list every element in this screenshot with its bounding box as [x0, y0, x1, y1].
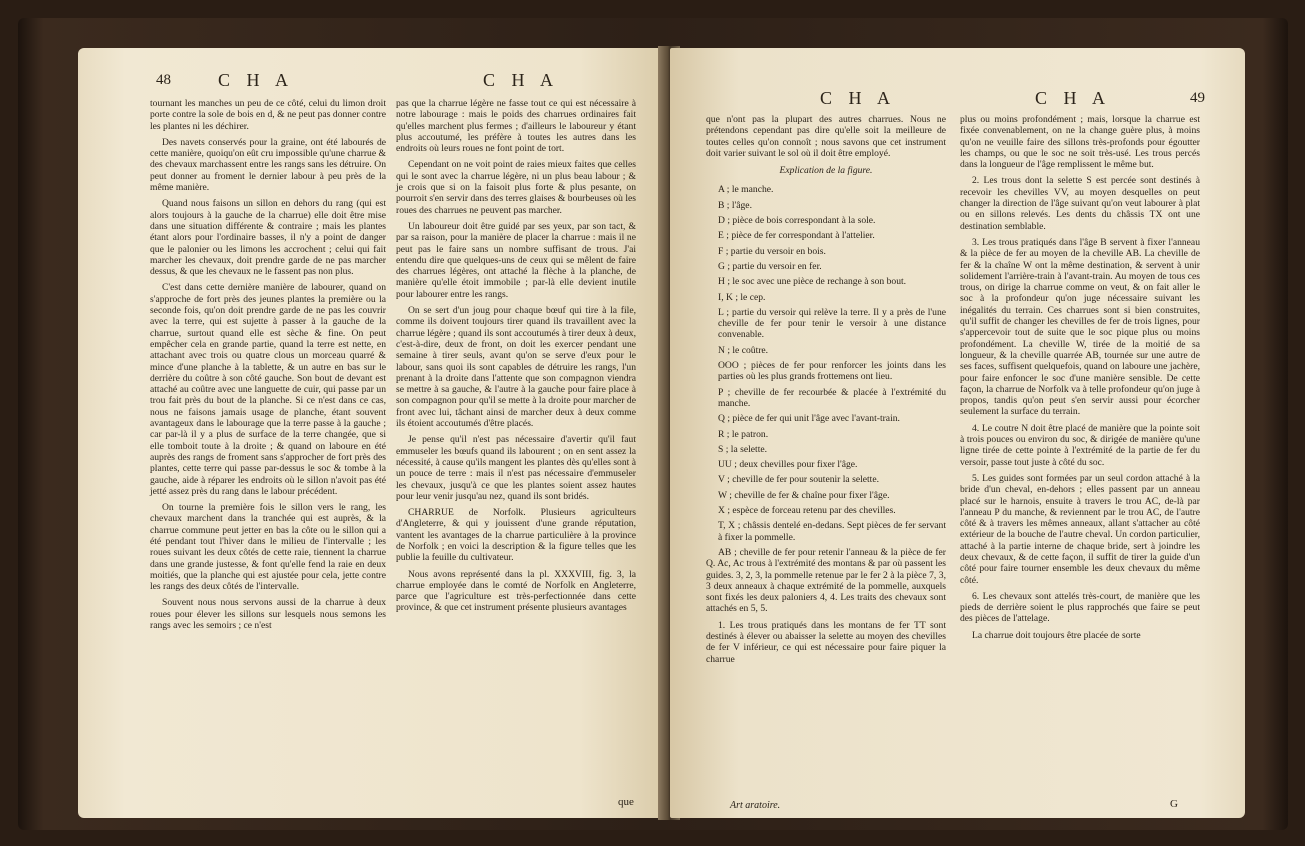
- running-head: C H A: [483, 70, 560, 90]
- paragraph: pas que la charrue légère ne fasse tout ce qui est nécessaire à notre labourage : mais le poids des charrues ordinaires fait qu'elles marchent plus fermes ; d'ailleurs le laboureur y étant plus accoutumé, les préfère à toutes les autres dans les endroits où leurs roues ne font point de tort.: [396, 98, 636, 155]
- text-column-2: [396, 98, 636, 619]
- page-number: 48: [156, 72, 171, 88]
- paragraph: Je pense qu'il n'est pas nécessaire d'avertir qu'il faut emmuseler les bœufs quand ils labourent ; on en sent assez la nécessité, à cause qu'ils mangent les plantes dès qu'elles sont à un pouce de terre : mais il n'est pas nécessaire d'emmuseler les chevaux, jusqu'à ce que les plantes soient assez hautes pour leur venir jusqu'au nez, quand ils sont bridés.: [396, 434, 636, 502]
- legend-item: G ; partie du versoir en fer.: [718, 260, 822, 272]
- paragraph: tournant les manches un peu de ce côté, celui du limon droit porte contre la sole de bois en d, & ne peut pas donner contre les plantes ni les déchirer.: [150, 98, 386, 132]
- paragraph: que n'ont pas la plupart des autres charrues. Nous ne prétendons cependant pas dire qu'elle soit la meilleure de toutes celles qu'on connoît ; nous savons que cet instrument doit varier suivant le sol où il doit être employé.: [706, 114, 946, 159]
- paragraph: Un laboureur doit être guidé par ses yeux, par son tact, & par sa raison, pour la manière de placer la charrue : mais il ne peut pas le faire sans un nombre suffisant de trous. J'ai entendu dire que quelques-uns de ceux qui se mêlent de faire des charrues légères, ont attaché la flèche à la planche, de manière qu'elle étoit immobile ; par-là elle devient inutile pour labourer entre les rangs.: [396, 220, 636, 300]
- legend-item: B ; l'âge.: [718, 199, 752, 211]
- legend-item: T, X ; châssis dentelé en-dedans. Sept pièces de fer servant à fixer la pommelle.: [718, 520, 946, 543]
- legend-item: X ; espèce de forceau retenu par des chevilles.: [718, 505, 896, 517]
- catchword: que: [618, 796, 634, 808]
- figure-heading: Explication de la figure.: [779, 165, 873, 177]
- paragraph: plus ou moins profondément ; mais, lorsque la charrue est fixée convenablement, on ne la change guère plus, à moins qu'on ne veuille faire des sillons très-profonds pour égoutter les champs, ou que le soc ne soit très-usé. Les trous percés dans la longueur de l'âge remplissent le même but.: [960, 114, 1200, 171]
- running-head: C H A: [1035, 88, 1112, 108]
- legend-item: I, K ; le cep.: [718, 291, 766, 303]
- legend-item: H ; le soc avec une pièce de rechange à son bout.: [718, 276, 907, 288]
- left-page: [78, 48, 668, 818]
- right-page: [670, 48, 1245, 818]
- legend-item: OOO ; pièces de fer pour renforcer les joints dans les parties où les plus grands frottemens ont lieu.: [718, 360, 946, 383]
- paragraph: Souvent nous nous servons aussi de la charrue à deux roues pour élever les sillons sur lesquels nous semons les rangs avec les semoirs ; ce n'est: [150, 597, 386, 632]
- paragraph: La charrue doit toujours être placée de sorte: [972, 629, 1141, 641]
- legend-item: F ; partie du versoir en bois.: [718, 245, 826, 257]
- paragraph: 1. Les trous pratiqués dans les montans de fer TT sont destinés à élever ou abaisser la selette au moyen des chevilles de fer V inférieur, ce qui est nécessaire pour faire piquer la charrue: [706, 619, 946, 665]
- paragraph: Nous avons représenté dans la pl. XXXVIII, fig. 3, la charrue employée dans le comté de Norfolk en Angleterre, parce que l'agriculture est très-perfectionnée dans cette province, & que cet instrument présente plusieurs avantages: [396, 568, 636, 614]
- running-head: C H A: [218, 70, 295, 90]
- paragraph: 2. Les trous dont la selette S est percée sont destinés à recevoir les chevilles VV, au moyen desquelles on peut changer la direction de l'âge suivant qu'on veut labourer à plat ou en sillons relevés. Les dents du châssis TX ont une destination semblable.: [960, 175, 1200, 232]
- legend-item: Q ; pièce de fer qui unit l'âge avec l'avant-train.: [718, 413, 900, 425]
- paragraph: 6. Les chevaux sont attelés très-court, de manière que les pieds de derrière soient le plus rapprochés que faire se peut des pièces de l'attelage.: [960, 590, 1200, 625]
- running-head: C H A: [820, 88, 897, 108]
- page-number: 49: [1190, 90, 1205, 106]
- text-column-2: [960, 114, 1200, 646]
- legend-item: N ; le coûtre.: [718, 344, 769, 356]
- legend-item: L ; partie du versoir qui relève la terre. Il y a près de l'une cheville de fer pour tenir le versoir à une distance convenable.: [718, 306, 946, 341]
- text-column-1: [150, 98, 386, 636]
- legend-item: E ; pièce de fer correspondant à l'attelier.: [718, 230, 875, 242]
- legend-item: D ; pièce de bois correspondant à la sole.: [718, 215, 876, 227]
- paragraph: On tourne la première fois le sillon vers le rang, les chevaux marchent dans la tranchée qui est auprès, & la charrue commune peut jetter en bas la côte ou le sillon qui a été pendant tout l'hiver dans le milieu de l'intervalle ; les roues suivant les deux côtés de cette raie, tiennent la charrue dans une grande justesse, & font qu'elle fend la raie en deux moitiés, que la planche qui est ajustée pour cela, jette contre les rangs des deux côtés de l'intervalle.: [150, 502, 386, 593]
- open-book: [18, 18, 1288, 830]
- text-column-1: [706, 114, 946, 670]
- paragraph: Des navets conservés pour la graine, ont été labourés de cette manière, quoiqu'on eût cru impossible qu'une charrue & des chevaux marchassent entre les rangs sans les détruire. On peut donner au froment le dernier labour à peu près de la même manière.: [150, 136, 386, 194]
- legend-item: R ; le patron.: [718, 428, 769, 440]
- legend-item: V ; cheville de fer pour soutenir la selette.: [718, 474, 879, 486]
- legend-item: P ; cheville de fer recourbée & placée à l'extrémité du manche.: [718, 386, 946, 409]
- legend-item: W ; cheville de fer & chaîne pour fixer l'âge.: [718, 489, 890, 501]
- paragraph: On se sert d'un joug pour chaque bœuf qui tire à la file, comme ils doivent toujours tirer quand ils travaillent avec la charrue légère ; quand ils sont accoutumés à tirer deux à deux, c'est-à-dire, deux de front, on doit les exercer pendant une semaine à tirer seuls, avant qu'on se serve d'eux pour le labour, sans quoi ils sont capables de détruire les rangs, l'un prenant à la droite dans l'attente que son compagnon viendra se mettre à sa gauche, & l'autre à la gauche pour faire place à son compagnon pour qu'il se mette à la droite pour marcher de front avec lui, tâchant ainsi de marcher deux à deux comme ils étoient accoutumés d'être placés.: [396, 305, 636, 430]
- legend-item: S ; la selette.: [718, 443, 768, 455]
- paragraph: CHARRUE de Norfolk. Plusieurs agriculteurs d'Angleterre, & qui y jouissent d'une grande réputation, vantent les avantages de la charrue particulière à la province de Norfolk ; en voici la description & la figure telles que les publie la feuille du cultivateur.: [396, 507, 636, 564]
- paragraph: C'est dans cette dernière manière de labourer, quand on s'approche de fort près des jeunes plantes la première ou la seconde fois, qu'on doit prendre garde de ne pas les couvrir avec la terre, qui est sujette à passer à la gauche de la charrue, surtout quand elle est sèche & fine. On peut empêcher cela en grande partie, quand la terre est nette, en attachant avec trois ou quatre clous un morceau quarré & mince d'une planche à la tablette, & un autre en bas sur le derrière du coûtre à son côté gauche. Son bout de devant est attaché au coûtre avec une languette de cuir, qui passe par un trou fait près du bout de la planche. Si ce n'est dans ce cas, nous ne faisons jamais usage de planche, étant souvent avantageux dans le labourage que la terre passe à la gauche ; car par-là il y a plus de surface de la terre changée, que si elle tomboit toute à la droite ; & quand on laboure en été auprès des rangs de froment sans s'approcher de fort près des plantes, cette terre qui passe par-dessus le soc & tombe à la gauche, aide à réparer les endroits où le sillon n'avoit pas été jetté assez près du rang dans le labour précédent.: [150, 282, 386, 497]
- paragraph: 3. Les trous pratiqués dans l'âge B servent à fixer l'anneau & la pièce de fer au moyen de la cheville AB. La cheville de fer & la chaîne W ont la même destination, & servent à unir solidement l'arrière-train à l'avant-train. Au moyen de tous ces trous, on dirige la charrue comme on veut, & on fait aller le soc à la profondeur qu'on juge nécessaire suivant les inégalités du terrain. Ces charrues sont si bien construites, qu'il suffit de changer les chevilles de fer de trois lignes, pour s'appercevoir tout de suite que le soc pique plus ou moins profondément. La cheville W, tirée de la moitié de sa longueur, & la cheville quarrée AB, tournée sur une autre de ses faces, suffisent quelquefois, quand on laboure une jachère, pour faire enfoncer le soc d'une manière sensible. De cette façon, la charrue de Norfolk va à telle profondeur qu'on juge à propos, tandis qu'on peut s'en servir aussi pour écorcher seulement la surface du terrain.: [960, 236, 1200, 418]
- footer-signature-text: Art aratoire.: [730, 800, 781, 811]
- paragraph: AB ; cheville de fer pour retenir l'anneau & la pièce de fer Q. Ac, Ac trous à l'extrémité des montans & par où passent les guides. 3, 2, 3, la pommelle retenue par le fer 2 à la pièce 7, 3, 3 deux anneaux à chaque extrémité de la pommelle, auxquels sont fixés les deux paloniers 4, 4. Les traits des chevaux sont attachés en 5, 5.: [706, 546, 946, 615]
- signature-mark: G: [1170, 798, 1178, 810]
- paragraph: Cependant on ne voit point de raies mieux faites que celles qui le sont avec la charrue légère, ni un plus beau labour ; & je crois que si on la faisoit plus forte & plus pesante, on pourroit s'en servir dans des terres glaises & bourbeuses où les roues des charrues ne peuvent pas marcher.: [396, 159, 636, 216]
- legend-item: A ; le manche.: [718, 184, 774, 196]
- paragraph: 4. Le coutre N doit être placé de manière que la pointe soit à trois pouces ou environ du soc, & dirigée de manière qu'une ligne tirée de cette pointe à l'extrémité de la partie de fer du versoir, passe tout juste à côté du soc.: [960, 422, 1200, 468]
- paragraph: 5. Les guides sont formées par un seul cordon attaché à la bride d'un cheval, en-dehors ; elles passent par un anneau placé sur le harnois, ensuite à travers le trou AC, de-là par l'anneau P du manche, & reviennent par le trou AC, de l'autre côté & à travers les mêmes anneaux, allant s'attacher au côté extérieur de la bouche de l'autre cheval. Un cordon particulier, attaché à la partie interne de chaque bride, sert à joindre les deux chevaux, & de cette façon, il suffit de tirer la guide d'un côté pour faire tourner ensemble les deux chevaux du même côté.: [960, 472, 1200, 586]
- paragraph: Quand nous faisons un sillon en dehors du rang (qui est alors toujours à la gauche de la charrue) elle doit être mise dans une situation différente & contraire ; mais les plantes étant alors pour l'ordinaire basses, il n'y a point de danger que le palonier ou les limons les accrochent ; celui qui fait marcher les chevaux, doit prendre garde de ne pas marcher dessus, & que les chevaux ne le fassent pas non plus.: [150, 198, 386, 278]
- legend-item: UU ; deux chevilles pour fixer l'âge.: [718, 459, 858, 471]
